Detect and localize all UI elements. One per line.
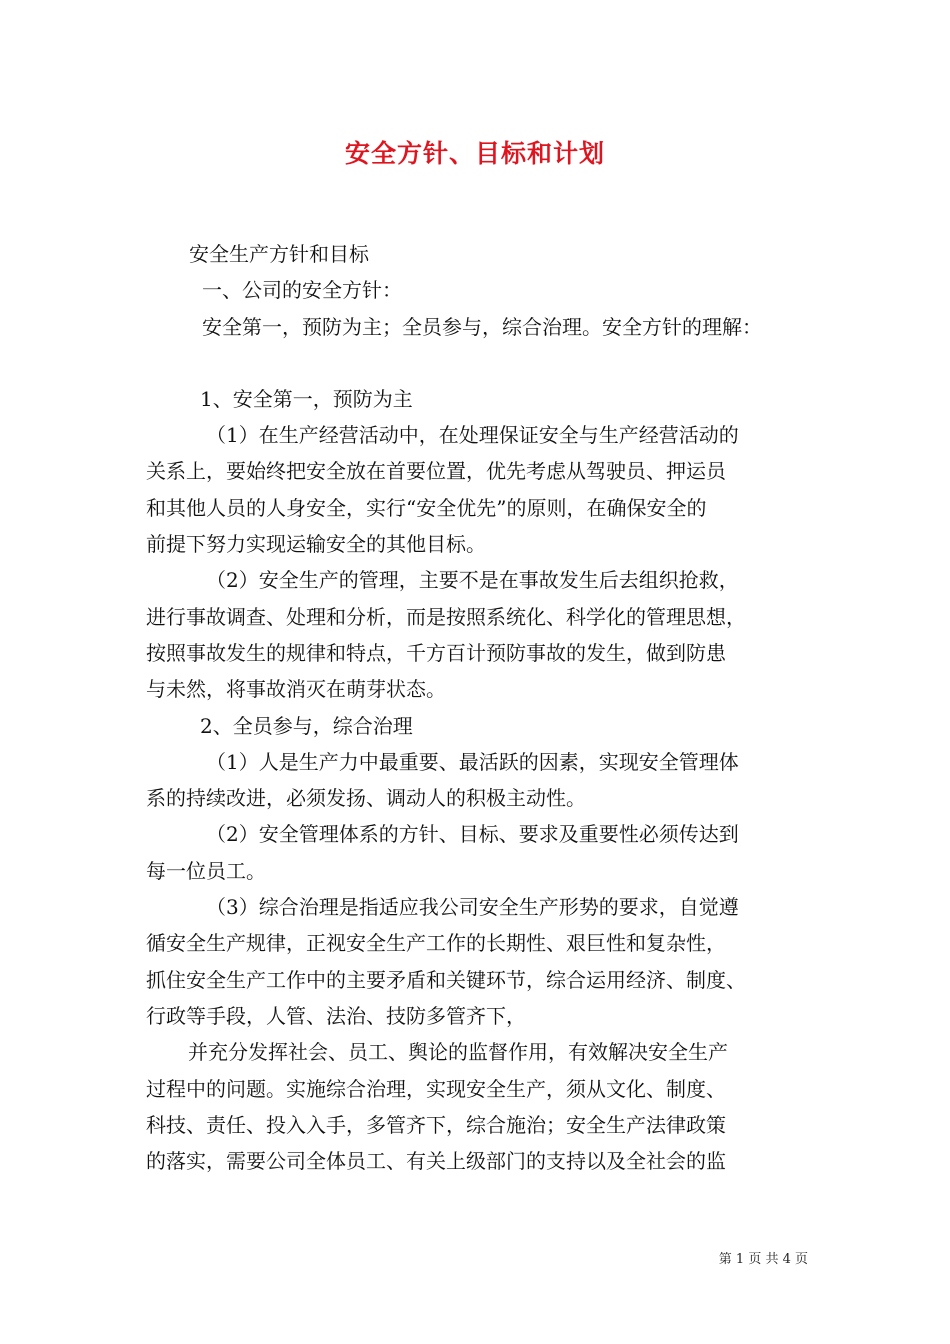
text-line: 每一位员工。 xyxy=(146,858,266,883)
document-title: 安全方针、目标和计划 xyxy=(344,139,605,168)
spacer xyxy=(146,345,810,381)
policy-statement: 安全第一，预防为主；全员参与，综合治理。安全方针的理解： xyxy=(202,314,762,339)
text-line: 循安全生产规律，正视安全生产工作的长期性、艰巨性和复杂性， xyxy=(146,931,726,956)
text-line: （2）安全管理体系的方针、目标、要求及重要性必须传达到 xyxy=(206,822,739,847)
text-line: 与未然，将事故消灭在萌芽状态。 xyxy=(146,677,446,702)
text-line: 前提下努力实现运输安全的其他目标。 xyxy=(146,532,486,557)
item1-title: 1、安全第一，预防为主 xyxy=(200,386,413,411)
text-line: 系的持续改进，必须发扬、调动人的积极主动性。 xyxy=(146,786,586,811)
text-line: 关系上，要始终把安全放在首要位置，优先考虑从驾驶员、押运员 xyxy=(146,459,726,484)
text-line: （2）安全生产的管理，主要不是在事故发生后去组织抢救， xyxy=(206,568,739,593)
section-heading: 安全生产方针和目标 xyxy=(189,242,369,266)
item2-paragraph4 xyxy=(146,1034,810,1179)
item2-title: 2、全员参与，综合治理 xyxy=(200,713,413,738)
item2-paragraph3 xyxy=(146,889,810,1034)
text-line: 行政等手段，人管、法治、技防多管齐下， xyxy=(146,1003,526,1028)
text-line: 进行事故调查、处理和分析，而是按照系统化、科学化的管理思想， xyxy=(146,604,746,629)
text-line: （1）在生产经营活动中，在处理保证安全与生产经营活动的 xyxy=(206,423,739,448)
text-line: 的落实，需要公司全体员工、有关上级部门的支持以及全社会的监 xyxy=(146,1149,726,1174)
text-line: 科技、责任、投入入手，多管齐下，综合施治；安全生产法律政策 xyxy=(146,1112,726,1137)
page-number: 第 1 页 共 4 页 xyxy=(718,1252,808,1267)
text-line: 和其他人员的人身安全，实行“安全优先”的原则，在确保安全的 xyxy=(146,495,707,520)
text-line: 并充分发挥社会、员工、舆论的监督作用，有效解决安全生产 xyxy=(188,1040,728,1065)
document-body xyxy=(146,236,810,1179)
item1-paragraph2 xyxy=(146,562,810,707)
text-line: 按照事故发生的规律和特点，千方百计预防事故的发生，做到防患 xyxy=(146,640,726,665)
text-line: （3）综合治理是指适应我公司安全生产形势的要求，自觉遵 xyxy=(206,895,739,920)
item2-paragraph1 xyxy=(146,744,810,817)
item2-paragraph2 xyxy=(146,816,810,889)
section-title-policy: 一、公司的安全方针： xyxy=(202,278,402,303)
text-line: 抓住安全生产工作中的主要矛盾和关键环节，综合运用经济、制度、 xyxy=(146,967,746,992)
text-line: 过程中的问题。实施综合治理，实现安全生产，须从文化、制度、 xyxy=(146,1076,726,1101)
text-line: （1）人是生产力中最重要、最活跃的因素，实现安全管理体 xyxy=(206,749,739,774)
item1-paragraph1 xyxy=(146,417,810,562)
